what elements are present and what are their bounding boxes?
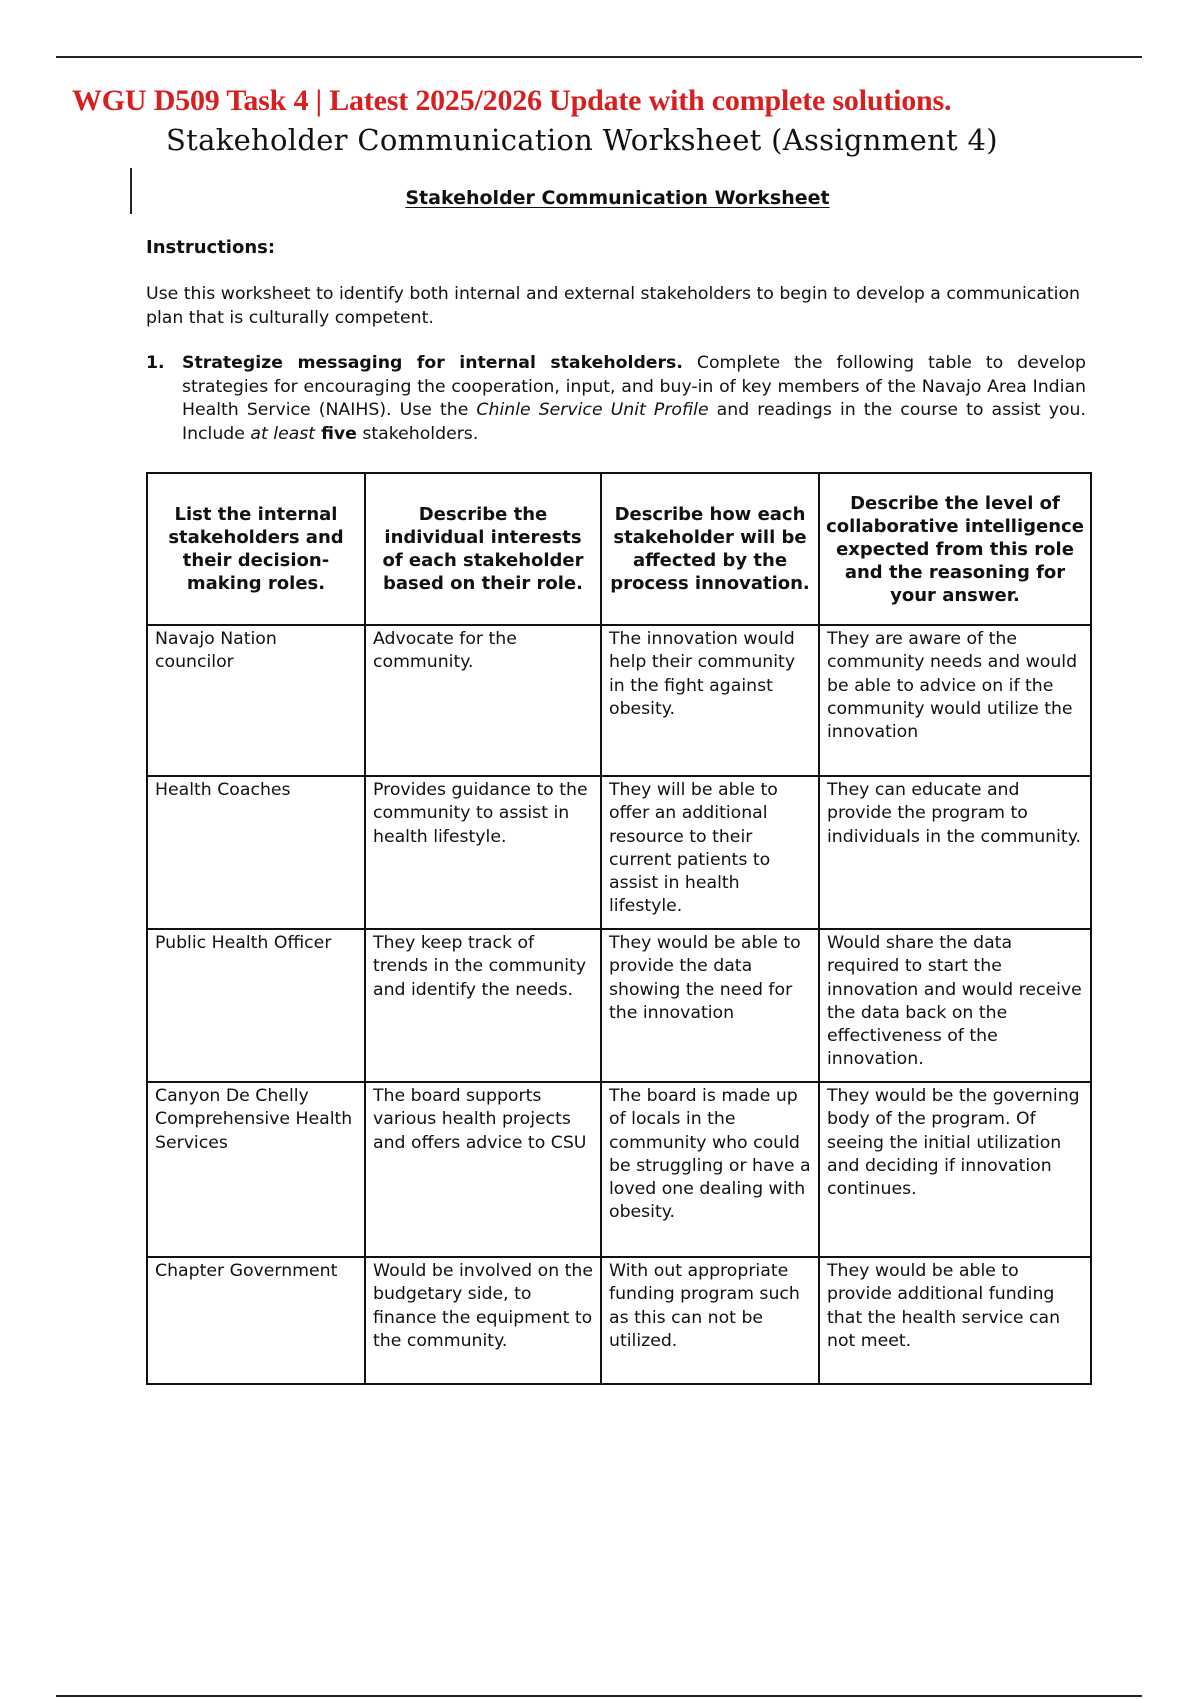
cell-interests: The board supports various health projects and offers advice to CSU bbox=[365, 1082, 601, 1257]
page-top-rule bbox=[56, 56, 1142, 58]
step-lead: Strategize messaging for internal stakeholders. bbox=[182, 353, 683, 373]
cell-affected: The board is made up of locals in the community who could be struggling or have a loved one dealing with obesity. bbox=[601, 1082, 819, 1257]
step-text-c: stakeholders. bbox=[356, 423, 479, 444]
stakeholder-table bbox=[146, 472, 1092, 1385]
cell-interests: Would be involved on the budgetary side, to finance the equipment to the community. bbox=[365, 1257, 601, 1384]
margin-change-bar bbox=[130, 168, 132, 214]
cell-collaboration: Would share the data required to start the innovation and would receive the data back on the effectiveness of the innovation. bbox=[819, 929, 1091, 1082]
cell-affected: They will be able to offer an additional resource to their current patients to assist in health lifestyle. bbox=[601, 776, 819, 929]
cell-stakeholder: Public Health Officer bbox=[147, 929, 365, 1082]
cell-affected: With out appropriate funding program such as this can not be utilized. bbox=[601, 1257, 819, 1384]
header-interests: Describe the individual interests of each stakeholder based on their role. bbox=[365, 473, 601, 625]
cell-affected: The innovation would help their community in the fight against obesity. bbox=[601, 625, 819, 776]
cell-collaboration: They are aware of the community needs and would be able to advice on if the community would utilize the innovation bbox=[819, 625, 1091, 776]
document-subtitle: Stakeholder Communication Worksheet (Assignment 4) bbox=[166, 123, 998, 157]
document-banner: WGU D509 Task 4 | Latest 2025/2026 Update with complete solutions. bbox=[72, 84, 952, 117]
instructions-text: Use this worksheet to identify both internal and external stakeholders to begin to develop a communication plan that is culturally competent. bbox=[146, 284, 1081, 328]
instructions-heading: Instructions: bbox=[146, 237, 276, 258]
step-italic-at-least: at least bbox=[250, 423, 316, 444]
cell-stakeholder: Health Coaches bbox=[147, 776, 365, 929]
table-row bbox=[147, 929, 1091, 1082]
cell-stakeholder: Navajo Nation councilor bbox=[147, 625, 365, 776]
cell-collaboration: They would be able to provide additional funding that the health service can not meet. bbox=[819, 1257, 1091, 1384]
cell-stakeholder: Chapter Government bbox=[147, 1257, 365, 1384]
cell-stakeholder: Canyon De Chelly Comprehensive Health Services bbox=[147, 1082, 365, 1257]
step-text-a: Complete the following table to develop strategies for encouraging the cooperation, input, and buy-in of key members of the Navajo Area Indian Health Service (NAIHS). Use the bbox=[182, 353, 1086, 420]
step-one-paragraph bbox=[146, 352, 1086, 446]
step-text-b: and readings in the course to assist you. Include bbox=[182, 400, 1086, 444]
worksheet-title: Stakeholder Communication Worksheet bbox=[405, 187, 830, 209]
header-stakeholders: List the internal stakeholders and their decision-making roles. bbox=[147, 473, 365, 625]
cell-collaboration: They can educate and provide the program to individuals in the community. bbox=[819, 776, 1091, 929]
table-header-row bbox=[147, 473, 1091, 625]
cell-interests: Advocate for the community. bbox=[365, 625, 601, 776]
step-number: 1. bbox=[146, 353, 165, 373]
table-row bbox=[147, 776, 1091, 929]
cell-interests: Provides guidance to the community to assist in health lifestyle. bbox=[365, 776, 601, 929]
header-affected: Describe how each stakeholder will be affected by the process innovation. bbox=[601, 473, 819, 625]
cell-interests: They keep track of trends in the community and identify the needs. bbox=[365, 929, 601, 1082]
cell-affected: They would be able to provide the data showing the need for the innovation bbox=[601, 929, 819, 1082]
table-row bbox=[147, 1082, 1091, 1257]
step-italic-profile: Chinle Service Unit Profile bbox=[476, 400, 709, 420]
step-bold-five: five bbox=[315, 423, 357, 444]
table-row bbox=[147, 625, 1091, 776]
table-row bbox=[147, 1257, 1091, 1384]
page-bottom-rule bbox=[56, 1695, 1142, 1697]
header-collaboration: Describe the level of collaborative intelligence expected from this role and the reasoning for your answer. bbox=[819, 473, 1091, 625]
cell-collaboration: They would be the governing body of the program. Of seeing the initial utilization and deciding if innovation continues. bbox=[819, 1082, 1091, 1257]
